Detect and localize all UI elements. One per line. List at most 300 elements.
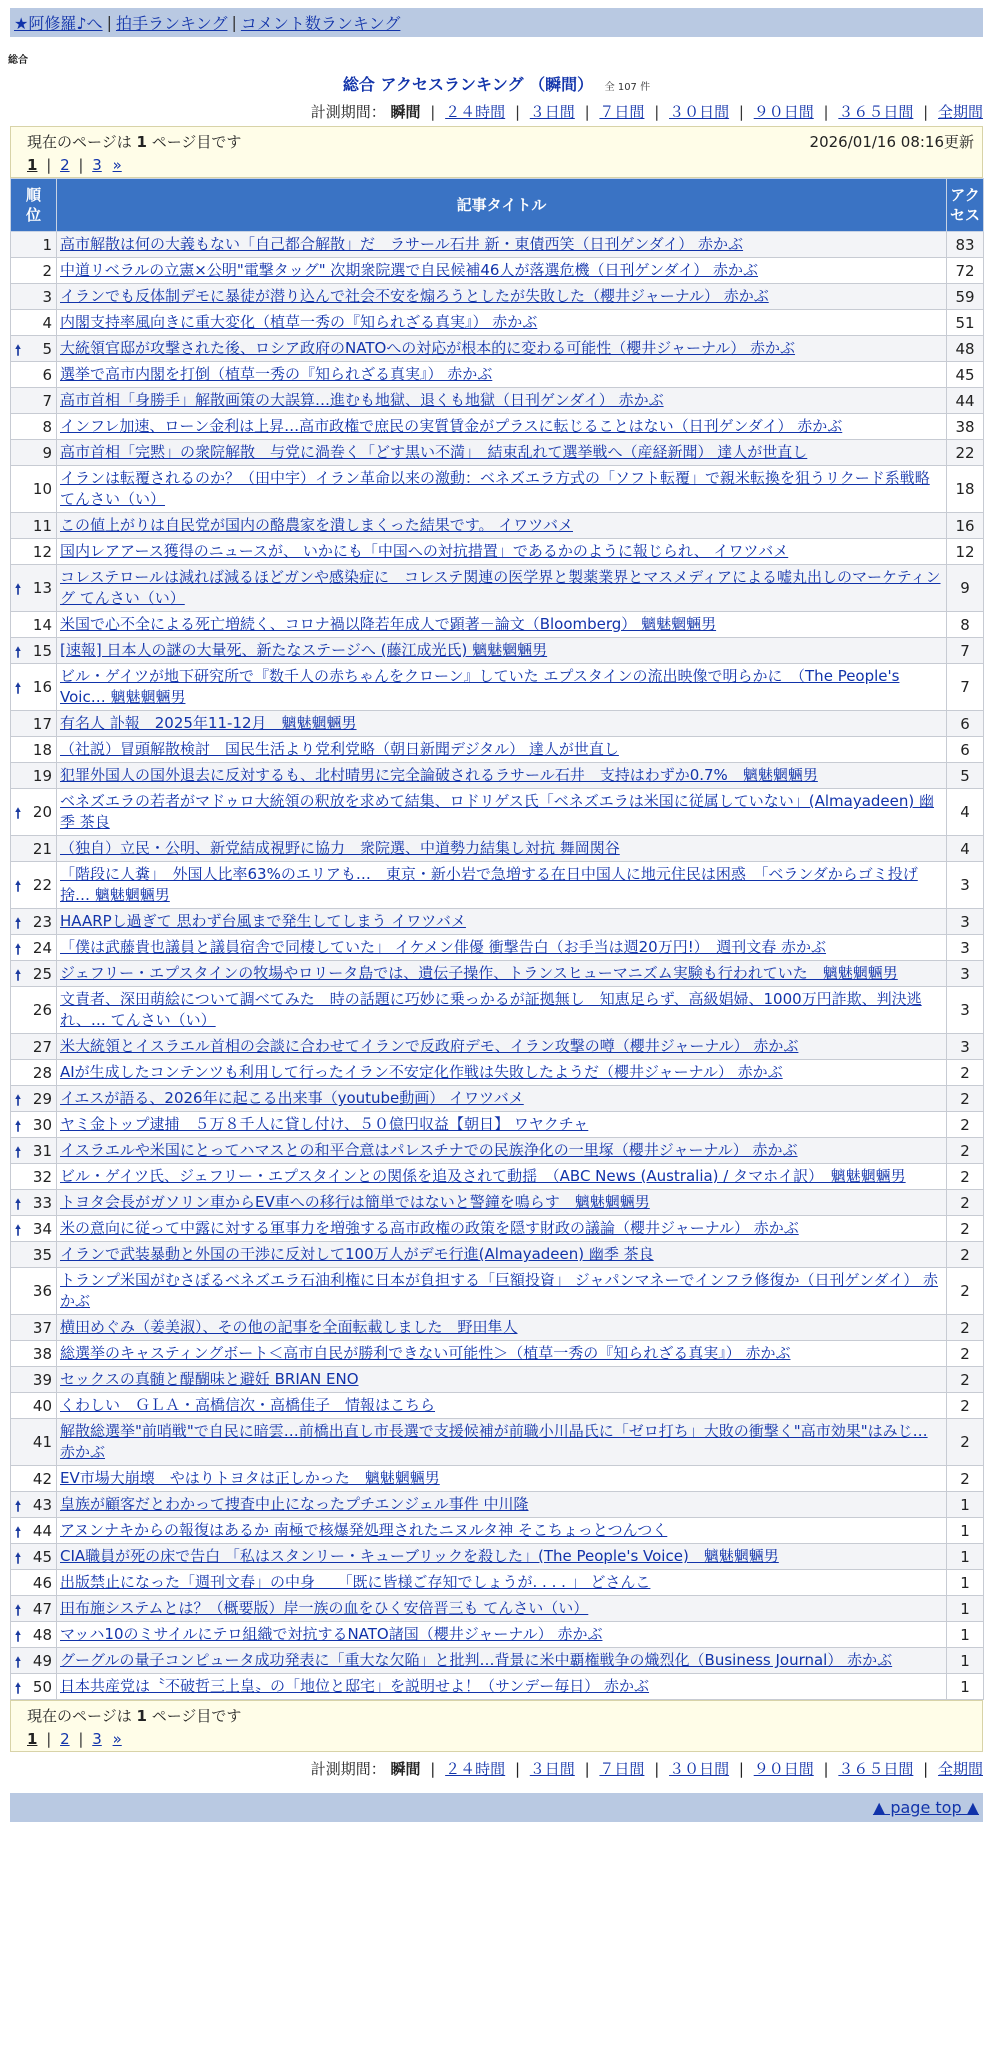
- access-count: 48: [947, 336, 984, 362]
- rank-cell: [11, 763, 57, 789]
- rank-up-arrow-icon: 🠕: [15, 806, 22, 822]
- period-current: 瞬間: [390, 1760, 421, 1778]
- article-title-link[interactable]: 「僕は武藤貴也議員と議員宿舎で同棲していた」 イケメン俳優 衝撃告白（お手当は週20万円!） 週刊文春 赤かぶ: [60, 938, 827, 956]
- access-count: 51: [947, 310, 984, 336]
- access-count: 3: [947, 909, 984, 935]
- rank-number: 29: [32, 1089, 52, 1108]
- article-title-link[interactable]: ヤミ金トップ逮捕 ５万８千人に貸し付け、５０億円収益【朝日】 ワヤクチャ: [60, 1115, 589, 1133]
- title-cell: [57, 909, 947, 935]
- article-title-link[interactable]: HAARPし過ぎて 思わず台風まで発生してしまう イワツバメ: [60, 912, 466, 930]
- pager-page-3[interactable]: 3: [92, 156, 102, 174]
- table-row: [11, 1393, 984, 1419]
- pager-next[interactable]: »: [112, 156, 122, 174]
- pager-page-3[interactable]: 3: [92, 1730, 102, 1748]
- title-cell: [57, 711, 947, 737]
- rank-cell: [11, 388, 57, 414]
- article-title-link[interactable]: 高市解散は何の大義もない「自己都合解散」だ ラサール石井 新・東債西笑（日刊ゲンダイ） 赤かぶ: [60, 235, 744, 253]
- access-count: 2: [947, 1112, 984, 1138]
- rank-number: 9: [42, 443, 52, 462]
- period-3d-link[interactable]: ３日間: [529, 103, 575, 121]
- article-title-link[interactable]: 総選挙のキャスティングボート＜高市自民が勝利できない可能性＞（植草一秀の『知られざる真実』） 赤かぶ: [60, 1344, 791, 1362]
- rank-number: 28: [32, 1063, 52, 1082]
- table-row: [11, 664, 984, 711]
- updated-timestamp: 2026/01/16 08:16更新: [809, 133, 974, 151]
- page-info-box-bottom: [10, 1700, 983, 1752]
- nav-separator: |: [231, 13, 237, 32]
- rank-number: 6: [42, 365, 52, 384]
- rank-number: 12: [32, 542, 52, 561]
- title-cell: [57, 362, 947, 388]
- period-7d-link[interactable]: ７日間: [599, 103, 645, 121]
- rank-number: 49: [32, 1651, 52, 1670]
- rank-number: 15: [32, 641, 52, 660]
- title-cell: [57, 1268, 947, 1315]
- rank-number: 7: [42, 391, 52, 410]
- period-separator: |: [514, 1760, 520, 1778]
- period-all-link[interactable]: 全期間: [937, 1760, 983, 1778]
- rank-number: 32: [32, 1167, 52, 1186]
- access-count: 22: [947, 440, 984, 466]
- period-separator: |: [584, 103, 590, 121]
- table-row: [11, 310, 984, 336]
- access-count: 2: [947, 1341, 984, 1367]
- pager-separator: |: [78, 156, 84, 174]
- rank-number: 16: [32, 678, 52, 696]
- article-title-link[interactable]: インフレ加速、ローン金利は上昇…高市政権で庶民の実質賃金がプラスに転じることはない（日刊ゲンダイ） 赤かぶ: [60, 417, 843, 435]
- rank-cell: [11, 1315, 57, 1341]
- period-365d-link[interactable]: ３６５日間: [838, 1760, 914, 1778]
- rank-cell: [11, 310, 57, 336]
- access-count: 72: [947, 258, 984, 284]
- article-title-link[interactable]: 中道リベラルの立憲×公明"電撃タッグ" 次期衆院選で自民候補46人が落選危機（日刊ゲンダイ） 赤かぶ: [60, 261, 759, 279]
- pager-page-2[interactable]: 2: [60, 1730, 70, 1748]
- rank-cell: [11, 1648, 57, 1674]
- table-row: [11, 1419, 984, 1466]
- table-row: [11, 909, 984, 935]
- rank-cell: [11, 1190, 57, 1216]
- access-count: 12: [947, 539, 984, 565]
- rank-number: 43: [32, 1495, 52, 1514]
- article-title-link[interactable]: 高市首相「身勝手」解散画策の大誤算…進むも地獄、退くも地獄（日刊ゲンダイ） 赤かぶ: [60, 391, 664, 409]
- article-title-link[interactable]: （独自）立民・公明、新党結成視野に協力 衆院選、中道勢力結集し対抗 舞岡関谷: [60, 839, 620, 857]
- article-title-link[interactable]: 出版禁止になった「週刊文春」の中身 「既に皆様ご存知でしょうが. . . . 」 どさんこ: [60, 1573, 651, 1591]
- article-title-link[interactable]: アヌンナキからの報復はあるか 南極で核爆発処理されたニヌルタ神 そこちょっとつんつく: [60, 1521, 668, 1539]
- ranking-table: [10, 178, 984, 1700]
- rank-number: 4: [42, 313, 52, 332]
- table-row: [11, 1034, 984, 1060]
- period-label: 計測期間：: [310, 1760, 386, 1778]
- rank-cell: [11, 1393, 57, 1419]
- page-title: [0, 72, 993, 95]
- article-title-link[interactable]: トランプ米国がむさぼるベネズエラ石油利権に日本が負担する「巨額投資」 ジャパンマネーでインフラ修復か（日刊ゲンダイ） 赤かぶ: [60, 1271, 939, 1310]
- rank-up-arrow-icon: 🠕: [15, 1196, 22, 1213]
- rank-up-arrow-icon: 🠕: [15, 681, 22, 697]
- period-24h-link[interactable]: ２４時間: [445, 103, 506, 121]
- rank-up-arrow-icon: 🠕: [15, 1144, 22, 1161]
- period-selector: [0, 101, 983, 122]
- title-cell: [57, 1393, 947, 1419]
- access-count: 1: [947, 1544, 984, 1570]
- access-header-label: アクセス: [949, 186, 980, 224]
- article-title-link[interactable]: 高市首相「完黙」の衆院解散 与党に渦巻く「どす黒い不満」 結束乱れて選挙戦へ（産経新聞） 達人が世直し: [60, 443, 808, 461]
- article-title-link[interactable]: イエスが語る、2026年に起こる出来事（youtube動画） イワツバメ: [60, 1089, 524, 1107]
- pager-page-1[interactable]: 1: [27, 1730, 38, 1748]
- rank-number: 5: [42, 339, 52, 358]
- access-count: 2: [947, 1466, 984, 1492]
- pager-next[interactable]: »: [112, 1730, 122, 1748]
- rank-cell: [11, 711, 57, 737]
- rank-cell: [11, 1164, 57, 1190]
- article-title-link[interactable]: 米大統領とイスラエル首相の会談に合わせてイランで反政府デモ、イラン攻撃の噂（櫻井ジャーナル） 赤かぶ: [60, 1037, 799, 1055]
- access-header: [947, 179, 984, 232]
- title-cell: [57, 1112, 947, 1138]
- article-title-link[interactable]: 文責者、深田萌絵について調べてみた 時の話題に巧妙に乗っかるが証拠無し 知恵足らず、高級娼婦、1000万円詐欺、判決逃れ、… てんさい（い）: [60, 990, 922, 1029]
- nav-separator: |: [106, 13, 112, 32]
- table-row: [11, 1060, 984, 1086]
- rank-up-arrow-icon: 🠕: [15, 1654, 22, 1671]
- article-title-link[interactable]: くわしい ＧＬＡ・高橋信次・高橋佳子 情報はこちら: [60, 1396, 436, 1414]
- title-cell: [57, 258, 947, 284]
- title-cell: [57, 466, 947, 513]
- article-title-link[interactable]: ビル・ゲイツ氏、ジェフリー・エプスタインとの関係を追及されて動揺 （ABC News (Australia) / タマホイ訳） 魑魅魍魎男: [60, 1167, 906, 1185]
- rank-number: 44: [32, 1521, 52, 1540]
- table-row: [11, 1570, 984, 1596]
- rank-cell: [11, 1112, 57, 1138]
- article-title-link[interactable]: イランで武装暴動と外国の干渉に反対して100万人がデモ行進(Almayadeen) 幽季 茶良: [60, 1245, 654, 1263]
- article-title-link[interactable]: 皇族が顧客だとわかって捜査中止になったプチエンジェル事件 中川隆: [60, 1495, 529, 1513]
- rank-cell: [11, 336, 57, 362]
- rank-cell: [11, 1034, 57, 1060]
- title-cell: [57, 612, 947, 638]
- rank-number: 21: [32, 839, 52, 858]
- article-title-link[interactable]: 犯罪外国人の国外退去に反対するも、北村晴男に完全論破されるラサール石井 支持はわずか0.7% 魑魅魍魎男: [60, 766, 818, 784]
- article-title-link[interactable]: 解散総選挙"前哨戦"で自民に暗雲…前橋出直し市長選で支援候補が前職小川晶氏に「ゼロ打ち」大敗の衝撃く"高市効果"はみじ… 赤かぶ: [60, 1422, 928, 1461]
- title-cell: [57, 440, 947, 466]
- period-24h-link[interactable]: ２４時間: [445, 1760, 506, 1778]
- table-row: [11, 1216, 984, 1242]
- access-count: 8: [947, 612, 984, 638]
- table-row: [11, 1164, 984, 1190]
- period-separator: |: [923, 103, 929, 121]
- period-separator: |: [654, 1760, 660, 1778]
- title-cell: [57, 1367, 947, 1393]
- rank-cell: [11, 612, 57, 638]
- rank-cell: [11, 1596, 57, 1622]
- table-row: [11, 539, 984, 565]
- table-row: [11, 258, 984, 284]
- period-7d-link[interactable]: ７日間: [599, 1760, 645, 1778]
- rank-number: 17: [32, 714, 52, 733]
- period-90d-link[interactable]: ９０日間: [753, 103, 814, 121]
- rank-up-arrow-icon: 🠕: [15, 915, 22, 932]
- table-row: [11, 1138, 984, 1164]
- title-cell: [57, 1190, 947, 1216]
- rank-up-arrow-icon: 🠕: [15, 1628, 22, 1645]
- bottom-bar: [10, 1793, 983, 1822]
- comment-ranking-link[interactable]: コメント数ランキング: [240, 14, 401, 33]
- access-count: 1: [947, 1648, 984, 1674]
- rank-cell: [11, 1216, 57, 1242]
- access-count: 1: [947, 1570, 984, 1596]
- table-row: [11, 1315, 984, 1341]
- table-row: [11, 284, 984, 310]
- access-count: 7: [947, 664, 984, 711]
- table-row: [11, 836, 984, 862]
- article-title-link[interactable]: マッハ10のミサイルにテロ組織で対抗するNATO諸国（櫻井ジャーナル） 赤かぶ: [60, 1625, 603, 1643]
- rank-number: 8: [42, 417, 52, 436]
- article-title-link[interactable]: イランでも反体制デモに暴徒が潜り込んで社会不安を煽ろうとしたが失敗した（櫻井ジャーナル） 赤かぶ: [60, 287, 769, 305]
- period-separator: |: [923, 1760, 929, 1778]
- rank-number: 39: [32, 1370, 52, 1389]
- access-count: 45: [947, 362, 984, 388]
- access-count: 1: [947, 1596, 984, 1622]
- rank-header: [11, 179, 57, 232]
- access-count: 2: [947, 1086, 984, 1112]
- rank-number: 11: [32, 516, 52, 535]
- title-cell: [57, 1034, 947, 1060]
- article-title-link[interactable]: イランは転覆されるのか？（田中宇）イラン革命以来の激動：ベネズエラ方式の「ソフト転覆」で親米転換を狙うリクード系戦略 てんさい（い）: [60, 469, 930, 508]
- table-row: [11, 1518, 984, 1544]
- table-row: [11, 1268, 984, 1315]
- rank-cell: [11, 935, 57, 961]
- access-count: 1: [947, 1674, 984, 1700]
- title-cell: [57, 1492, 947, 1518]
- table-row: [11, 1341, 984, 1367]
- rank-cell: [11, 1544, 57, 1570]
- table-row: [11, 414, 984, 440]
- current-page-text-bottom: [27, 1705, 972, 1726]
- rank-number: 10: [32, 480, 52, 498]
- period-separator: |: [738, 103, 744, 121]
- rank-cell: [11, 1341, 57, 1367]
- title-cell: [57, 1596, 947, 1622]
- rank-cell: [11, 1419, 57, 1466]
- title-cell: [57, 513, 947, 539]
- pager-bottom: [27, 1730, 972, 1748]
- rank-cell: [11, 232, 57, 258]
- page-info-box: [10, 126, 983, 178]
- rank-number: 41: [32, 1433, 52, 1451]
- article-title-link[interactable]: CIA職員が死の床で告白 「私はスタンリー・キューブリックを殺した」(The People's Voice) 魑魅魍魎男: [60, 1547, 779, 1565]
- period-3d-link[interactable]: ３日間: [529, 1760, 575, 1778]
- title-cell: [57, 836, 947, 862]
- title-cell: [57, 1622, 947, 1648]
- article-title-link[interactable]: ベネズエラの若者がマドゥロ大統領の釈放を求めて結集、ロドリゲス氏「ベネズエラは米国に従属していない」(Almayadeen) 幽季 茶良: [60, 792, 934, 831]
- period-30d-link[interactable]: ３０日間: [669, 1760, 730, 1778]
- title-cell: [57, 935, 947, 961]
- period-90d-link[interactable]: ９０日間: [753, 1760, 814, 1778]
- period-365d-link[interactable]: ３６５日間: [838, 103, 914, 121]
- access-count: 2: [947, 1315, 984, 1341]
- period-all-link[interactable]: 全期間: [937, 103, 983, 121]
- title-cell: [57, 1570, 947, 1596]
- clap-ranking-link[interactable]: 拍手ランキング: [115, 14, 228, 33]
- page-info-suffix: ページ目です: [146, 133, 242, 151]
- title-cell: [57, 1466, 947, 1492]
- table-row: [11, 440, 984, 466]
- table-row: [11, 935, 984, 961]
- rank-number: 14: [32, 615, 52, 634]
- article-title-link[interactable]: 選挙で高市内閣を打倒（植草一秀の『知られざる真実』） 赤かぶ: [60, 365, 493, 383]
- rank-number: 3: [42, 287, 52, 306]
- table-row: [11, 466, 984, 513]
- rank-number: 34: [32, 1219, 52, 1238]
- page-top-link[interactable]: ▲ page top ▲: [872, 1798, 979, 1817]
- table-row: [11, 1544, 984, 1570]
- table-row: [11, 1466, 984, 1492]
- page-info-prefix: 現在のページは: [27, 1707, 137, 1725]
- rank-number: 20: [32, 803, 52, 821]
- article-title-link[interactable]: グーグルの量子コンピュータ成功発表に「重大な欠陥」と批判…背景に米中覇権戦争の熾烈化（Business Journal） 赤かぶ: [60, 1651, 893, 1669]
- title-cell: [57, 336, 947, 362]
- rank-number: 36: [32, 1282, 52, 1300]
- rank-cell: [11, 1060, 57, 1086]
- table-row: [11, 1112, 984, 1138]
- title-header: [57, 179, 947, 232]
- rank-up-arrow-icon: 🠕: [15, 1118, 22, 1135]
- rank-cell: [11, 961, 57, 987]
- title-cell: [57, 1544, 947, 1570]
- article-title-link[interactable]: 国内レアアース獲得のニュースが、 いかにも「中国への対抗措置」であるかのように報じられ、 イワツバメ: [60, 542, 789, 560]
- access-count: 2: [947, 1060, 984, 1086]
- article-title-link[interactable]: EV市場大崩壊 やはりトヨタは正しかった 魑魅魍魎男: [60, 1469, 440, 1487]
- pager-page-1[interactable]: 1: [27, 156, 38, 174]
- rank-number: 23: [32, 912, 52, 931]
- table-row: [11, 232, 984, 258]
- article-title-link[interactable]: 有名人 訃報 2025年11-12月 魑魅魍魎男: [60, 714, 357, 732]
- rank-number: 24: [32, 938, 52, 957]
- title-cell: [57, 961, 947, 987]
- article-title-link[interactable]: 「階段に人糞」 外国人比率63%のエリアも… 東京・新小岩で急増する在日中国人に地元住民は困惑 「ベランダからゴミ投げ捨… 魑魅魍魎男: [60, 865, 918, 904]
- access-count: 1: [947, 1492, 984, 1518]
- rank-cell: [11, 414, 57, 440]
- table-header-row: [11, 179, 984, 232]
- rank-up-arrow-icon: 🠕: [15, 644, 22, 661]
- access-count: 44: [947, 388, 984, 414]
- rank-cell: [11, 789, 57, 836]
- home-link[interactable]: ★阿修羅♪へ: [14, 14, 103, 33]
- top-nav-bar: [10, 8, 983, 37]
- period-separator: |: [654, 103, 660, 121]
- access-count: 83: [947, 232, 984, 258]
- rank-number: 42: [32, 1469, 52, 1488]
- table-row: [11, 362, 984, 388]
- table-row: [11, 336, 984, 362]
- rank-up-arrow-icon: 🠕: [15, 582, 22, 598]
- access-count: 6: [947, 737, 984, 763]
- title-cell: [57, 737, 947, 763]
- table-row: [11, 1242, 984, 1268]
- pager-separator: |: [46, 156, 52, 174]
- rank-cell: [11, 1242, 57, 1268]
- access-count: 2: [947, 1138, 984, 1164]
- table-row: [11, 1674, 984, 1700]
- rank-cell: [11, 664, 57, 711]
- pager: [27, 156, 972, 174]
- rank-number: 18: [32, 740, 52, 759]
- rank-cell: [11, 1268, 57, 1315]
- access-count: 3: [947, 935, 984, 961]
- rank-cell: [11, 440, 57, 466]
- title-cell: [57, 284, 947, 310]
- period-separator: |: [823, 103, 829, 121]
- access-count: 3: [947, 862, 984, 909]
- title-cell: [57, 1315, 947, 1341]
- article-title-link[interactable]: ビル・ゲイツが地下研究所で『数千人の赤ちゃんをクローン』していた エプスタインの流出映像で明らかに （The People's Voic… 魑魅魍魎男: [60, 667, 900, 706]
- article-title-link[interactable]: AIが生成したコンテンツも利用して行ったイラン不安定化作戦は失敗したようだ（櫻井ジャーナル） 赤かぶ: [60, 1063, 783, 1081]
- title-cell: [57, 565, 947, 612]
- rank-up-arrow-icon: 🠕: [15, 967, 22, 984]
- title-cell: [57, 414, 947, 440]
- period-current: 瞬間: [390, 103, 421, 121]
- title-cell: [57, 763, 947, 789]
- period-separator: |: [584, 1760, 590, 1778]
- rank-number: 45: [32, 1547, 52, 1566]
- rank-number: 37: [32, 1318, 52, 1337]
- title-cell: [57, 1060, 947, 1086]
- rank-number: 40: [32, 1396, 52, 1415]
- rank-up-arrow-icon: 🠕: [15, 941, 22, 958]
- rank-cell: [11, 284, 57, 310]
- page-title-text: 総合 アクセスランキング （瞬間）: [342, 75, 594, 94]
- article-title-link[interactable]: （社説）冒頭解散検討 国民生活より党利党略（朝日新聞デジタル） 達人が世直し: [60, 740, 619, 758]
- total-count: 全 107 件: [604, 82, 651, 93]
- access-count: 38: [947, 414, 984, 440]
- access-count: 2: [947, 1419, 984, 1466]
- rank-up-arrow-icon: 🠕: [15, 1680, 22, 1697]
- rank-up-arrow-icon: 🠕: [15, 1498, 22, 1515]
- rank-number: 33: [32, 1193, 52, 1212]
- rank-number: 19: [32, 766, 52, 785]
- article-title-link[interactable]: セックスの真髄と醍醐味と避妊 BRIAN ENO: [60, 1370, 359, 1388]
- title-cell: [57, 232, 947, 258]
- rank-number: 30: [32, 1115, 52, 1134]
- table-row: [11, 1492, 984, 1518]
- period-30d-link[interactable]: ３０日間: [669, 103, 730, 121]
- article-title-link[interactable]: トヨタ会長がガソリン車からEV車への移行は簡単ではないと警鐘を鳴らす 魑魅魍魎男: [60, 1193, 650, 1211]
- article-title-link[interactable]: 大統領官邸が攻撃された後、ロシア政府のNATOへの対応が根本的に変わる可能性（櫻井ジャーナル） 赤かぶ: [60, 339, 796, 357]
- article-title-link[interactable]: イスラエルや米国にとってハマスとの和平合意はパレスチナでの民族浄化の一里塚（櫻井ジャーナル） 赤かぶ: [60, 1141, 798, 1159]
- article-title-link[interactable]: ジェフリー・エプスタインの牧場やロリータ島では、遺伝子操作、トランスヒューマニズム実験も行われていた 魑魅魍魎男: [60, 964, 898, 982]
- article-title-link[interactable]: コレステロールは減れば減るほどガンや感染症に コレステ関連の医学界と製薬業界とマスメディアによる嘘丸出しのマーケティング てんさい（い）: [60, 568, 941, 607]
- article-title-link[interactable]: 内閣支持率風向きに重大変化（植草一秀の『知られざる真実』） 赤かぶ: [60, 313, 538, 331]
- rank-cell: [11, 539, 57, 565]
- title-cell: [57, 1518, 947, 1544]
- article-title-link[interactable]: この値上がりは自民党が国内の酪農家を潰しまくった結果です。 イワツバメ: [60, 516, 573, 534]
- rank-cell: [11, 836, 57, 862]
- pager-page-2[interactable]: 2: [60, 156, 70, 174]
- article-title-link[interactable]: [速報] 日本人の謎の大量死、新たなステージへ (藤江成光氏) 魑魅魍魎男: [60, 641, 548, 659]
- rank-number: 48: [32, 1625, 52, 1644]
- access-count: 9: [947, 565, 984, 612]
- article-title-link[interactable]: 米国で心不全による死亡増続く、コロナ禍以降若年成人で顕著－論文（Bloomberg） 魑魅魍魎男: [60, 615, 717, 633]
- access-count: 3: [947, 1034, 984, 1060]
- table-row: [11, 763, 984, 789]
- access-count: 5: [947, 763, 984, 789]
- table-row: [11, 961, 984, 987]
- breadcrumb: 総合: [8, 55, 28, 66]
- title-cell: [57, 1164, 947, 1190]
- article-title-link[interactable]: 横田めぐみ（姜美淑）、その他の記事を全面転載しました 野田隼人: [60, 1318, 518, 1336]
- period-separator: |: [430, 103, 436, 121]
- access-count: 4: [947, 836, 984, 862]
- article-title-link[interactable]: 米の意向に従って中露に対する軍事力を増強する高市政権の政策を隠す財政の議論（櫻井ジャーナル） 赤かぶ: [60, 1219, 799, 1237]
- rank-cell: [11, 737, 57, 763]
- article-title-link[interactable]: 田布施システムとは？（概要版）岸一族の血をひく安倍晋三も てんさい（い）: [60, 1599, 589, 1617]
- article-title-link[interactable]: 日本共産党は〝不破哲三上皇〟の「地位と邸宅」を説明せよ！（サンデー毎日） 赤かぶ: [60, 1677, 650, 1695]
- table-row: [11, 565, 984, 612]
- access-count: 2: [947, 1367, 984, 1393]
